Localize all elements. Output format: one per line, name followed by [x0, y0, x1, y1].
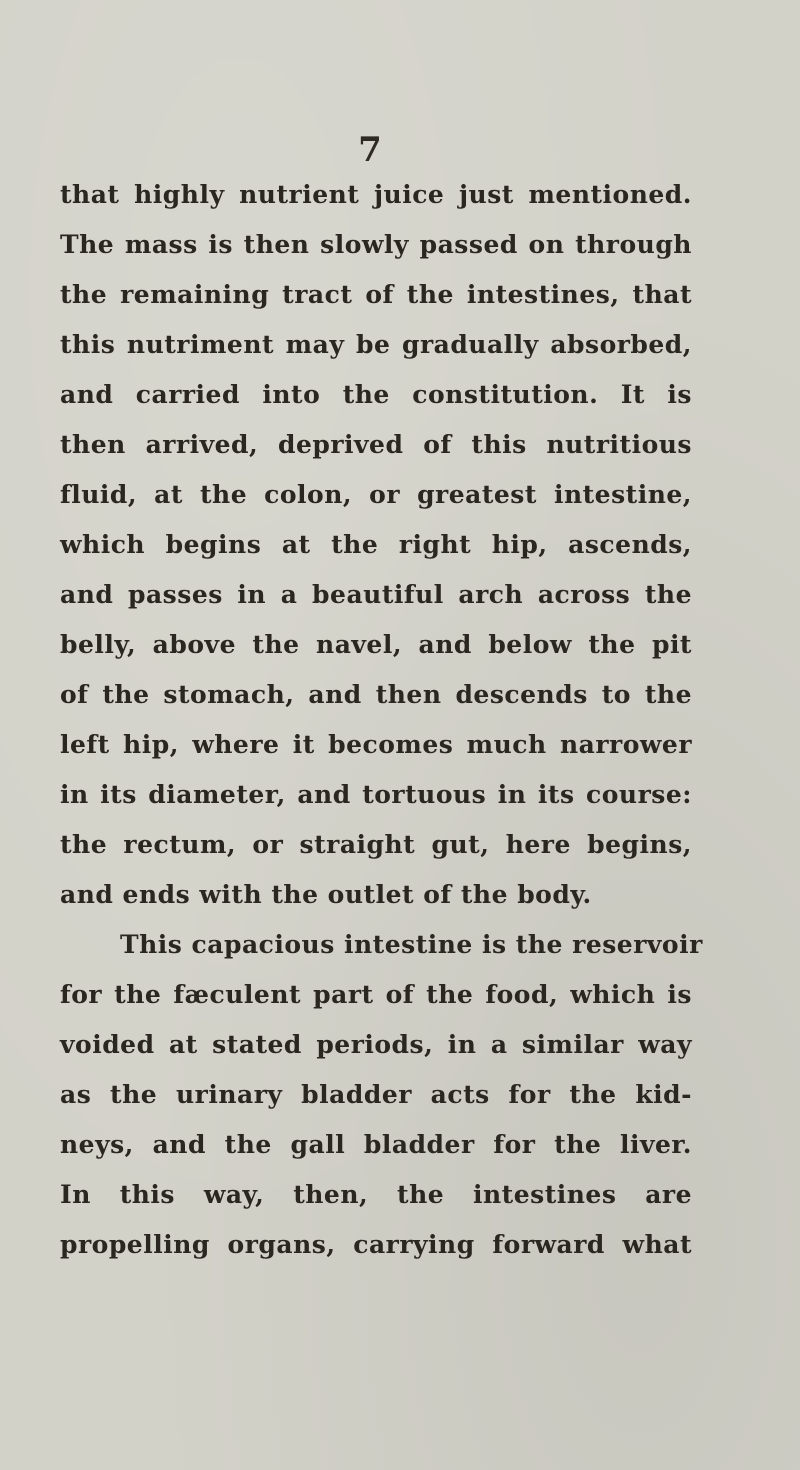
- text-line: of the stomach, and then descends to the: [60, 680, 692, 709]
- text-line: propelling organs, carrying forward what: [60, 1230, 692, 1259]
- text-line: this nutriment may be gradually absorbed,: [60, 330, 692, 359]
- body-text: [60, 170, 703, 1270]
- page-number: 7: [358, 130, 382, 170]
- text-line: In this way, then, the intestines are: [60, 1180, 692, 1209]
- text-line: which begins at the right hip, ascends,: [60, 530, 692, 559]
- text-line: and carried into the constitution. It is: [60, 380, 692, 409]
- text-line: left hip, where it becomes much narrower: [60, 730, 692, 759]
- text-line: the remaining tract of the intestines, that: [60, 280, 692, 309]
- text-line: the rectum, or straight gut, here begins,: [60, 830, 692, 859]
- paragraph-end-line: and ends with the outlet of the body.: [60, 880, 592, 909]
- text-line: neys, and the gall bladder for the liver.: [60, 1130, 692, 1159]
- text-line: belly, above the navel, and below the pit: [60, 630, 692, 659]
- paragraph-start-line: This capacious intestine is the reservoir: [120, 930, 703, 959]
- text-line: in its diameter, and tortuous in its course:: [60, 780, 692, 809]
- text-line: as the urinary bladder acts for the kid-: [60, 1080, 692, 1109]
- text-line: voided at stated periods, in a similar way: [60, 1030, 692, 1059]
- text-line: that highly nutrient juice just mentioned.: [60, 180, 692, 209]
- text-line: then arrived, deprived of this nutritious: [60, 430, 692, 459]
- text-line: The mass is then slowly passed on through: [60, 230, 692, 259]
- text-line: and passes in a beautiful arch across the: [60, 580, 692, 609]
- text-line: fluid, at the colon, or greatest intestine,: [60, 480, 692, 509]
- text-line: for the fæculent part of the food, which is: [60, 980, 692, 1009]
